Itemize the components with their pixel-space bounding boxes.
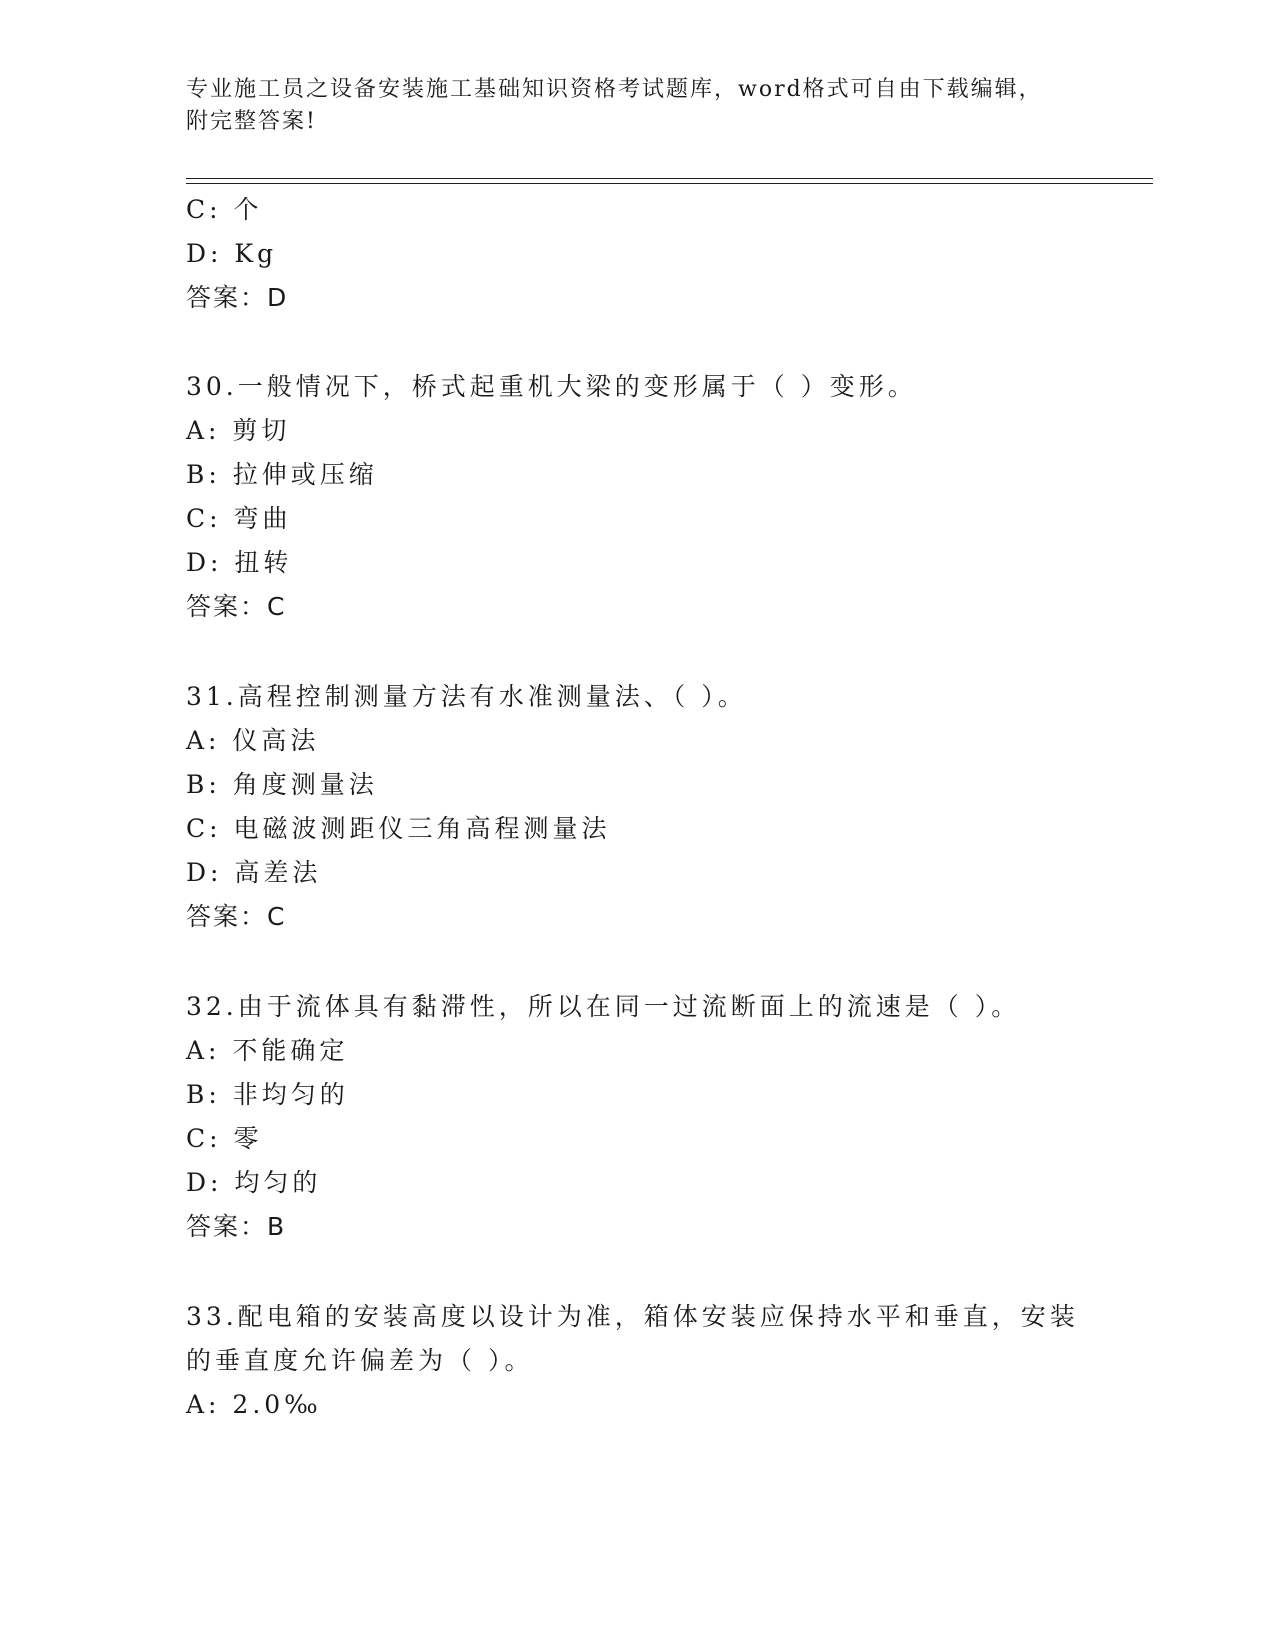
q30-option-a: A: 剪切 — [186, 416, 291, 445]
header-title-line-2: 附完整答案! — [186, 109, 317, 134]
header-divider-bottom — [186, 183, 1153, 184]
q30-option-b: B: 拉伸或压缩 — [186, 460, 378, 489]
q30-stem: 30.一般情况下，桥式起重机大梁的变形属于（ ）变形。 — [186, 372, 917, 401]
header-divider-top — [186, 178, 1153, 179]
q32-stem: 32.由于流体具有黏滞性，所以在同一过流断面上的流速是（ ）。 — [186, 992, 1021, 1021]
q32-option-b: B: 非均匀的 — [186, 1080, 349, 1109]
q32-option-a: A: 不能确定 — [186, 1036, 349, 1065]
q33-stem-line-2: 的垂直度允许偏差为（ ）。 — [186, 1346, 534, 1375]
q29-answer: 答案：D — [186, 283, 289, 312]
q33-stem-line-1: 33.配电箱的安装高度以设计为准，箱体安装应保持水平和垂直，安装 — [186, 1302, 1079, 1331]
q32-option-d: D: 均匀的 — [186, 1168, 322, 1197]
document-header — [186, 74, 1086, 138]
q32-answer: 答案：B — [186, 1212, 287, 1241]
q30-option-c: C: 弯曲 — [186, 504, 292, 533]
q31-option-c: C: 电磁波测距仪三角高程测量法 — [186, 814, 611, 843]
q30-answer: 答案：C — [186, 592, 287, 621]
q31-option-d: D: 高差法 — [186, 858, 322, 887]
q31-stem: 31.高程控制测量方法有水准测量法、（ ）。 — [186, 682, 747, 711]
q33-option-a: A: 2.0‰ — [186, 1390, 322, 1419]
q31-answer: 答案：C — [186, 902, 287, 931]
q29-option-d: D: Kg — [186, 239, 278, 268]
q32-option-c: C: 零 — [186, 1124, 263, 1153]
q31-option-b: B: 角度测量法 — [186, 770, 378, 799]
q31-option-a: A: 仪高法 — [186, 726, 320, 755]
q30-option-d: D: 扭转 — [186, 548, 293, 577]
q29-option-c: C: 个 — [186, 195, 263, 224]
header-title-line-1: 专业施工员之设备安装施工基础知识资格考试题库，word格式可自由下载编辑， — [186, 77, 1043, 102]
